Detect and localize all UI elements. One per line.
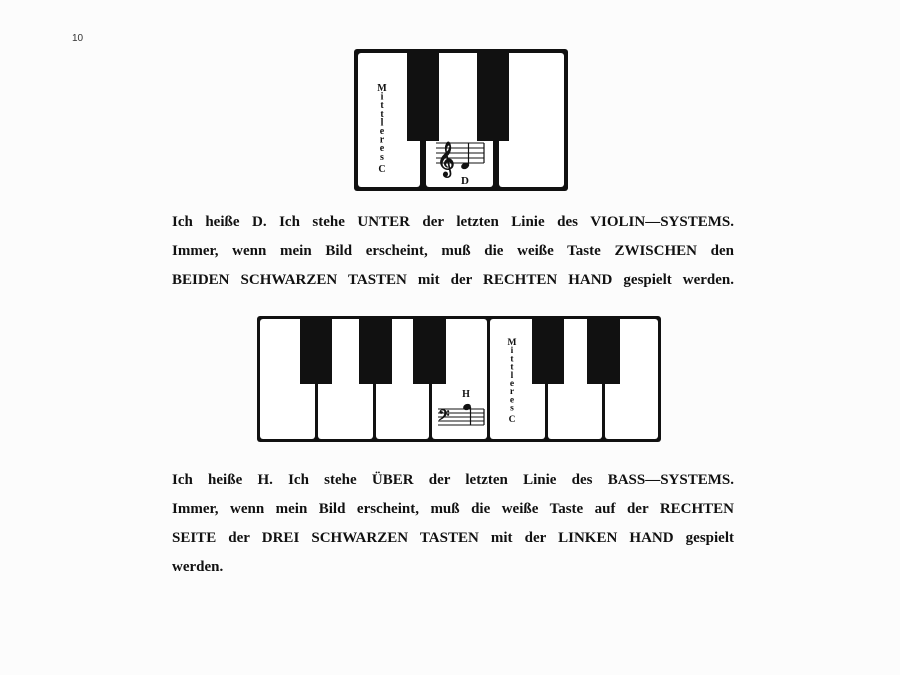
black-key [359, 317, 392, 384]
paragraph-line: Ich heiße D. Ich stehe UNTER der letzten Linie des VIOLIN—SYSTEMS. [172, 214, 734, 230]
page-number: 10 [72, 33, 84, 44]
paragraph-line: Immer, wenn mein Bild erscheint, muß die weiße Taste ZWISCHEN den [172, 243, 734, 259]
paragraph-line: Ich heiße H. Ich stehe ÜBER der letzten Linie des BASS—SYSTEMS. [172, 472, 734, 488]
paragraph-line: BEIDEN SCHWARZEN TASTEN mit der RECHTEN HAND gespielt werden. [172, 272, 734, 288]
black-key [532, 317, 564, 384]
note-label-h: H [462, 389, 470, 400]
instruction-paragraph-h [172, 466, 734, 582]
paragraph-line: Immer, wenn mein Bild erscheint, muß die weiße Taste auf der RECHTEN [172, 501, 734, 517]
black-key-c-sharp [407, 51, 439, 141]
black-key [587, 317, 620, 384]
middle-c-label: M i t t l e r e s C [507, 338, 517, 426]
instruction-paragraph-d [172, 208, 734, 295]
paragraph-line: SEITE der DREI SCHWARZEN TASTEN mit der LINKEN HAND gespielt [172, 530, 734, 546]
bass-clef-icon: 𝄢 [438, 407, 450, 427]
black-key [300, 317, 332, 384]
treble-clef-icon: 𝄞 [437, 143, 455, 176]
note-label-d: D [461, 175, 469, 187]
paragraph-line: werden. [172, 559, 224, 575]
middle-c-label: M i t t l e r e s C [377, 83, 387, 175]
black-key [413, 317, 446, 384]
black-key-d-sharp [477, 51, 509, 141]
keyboard-diagram-bass [254, 313, 664, 445]
keyboard-diagram-treble [350, 45, 572, 195]
